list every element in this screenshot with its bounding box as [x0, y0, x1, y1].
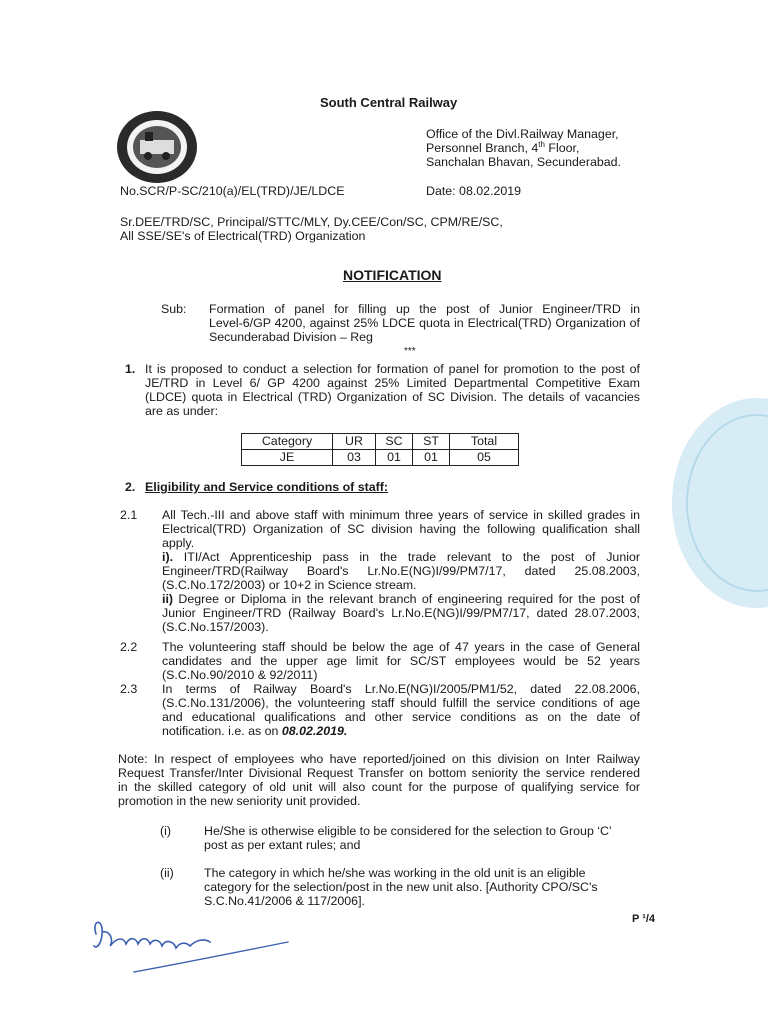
- item-2-1-number: 2.1: [120, 508, 138, 522]
- section-1-text: It is proposed to conduct a selection for formation of panel for promotion to the post of JE/TRD in Level 6/ GP 4200 against 25% Limited Departmental Competitive Exam (LDCE) quota in Electrical (TRD) Organization of SC Division. The details of vacancies are as under:: [145, 362, 640, 418]
- cutoff-date: 08.02.2019.: [281, 724, 348, 738]
- subject-text: Formation of panel for filling up the post of Junior Engineer/TRD in Level-6/GP 4200, against 25% LDCE quota in Electrical(TRD) Organization of Secunderabad Division – Reg: [209, 302, 640, 344]
- page-number: P ¹/4: [632, 913, 656, 925]
- official-seal-stamp: [672, 398, 768, 608]
- condition-ii-text: The category in which he/she was working in the old unit is an eligible category for the selection/post in the new unit also. [Authority CPO/SC's S.C.No.41/2006 & 117/2006].: [204, 866, 598, 908]
- item-2-2-number: 2.2: [120, 640, 138, 654]
- office-line-1: Office of the Divl.Railway Manager,: [426, 127, 619, 141]
- section-1-number: 1.: [125, 362, 136, 376]
- vacancy-table-header: Category UR SC ST Total: [242, 434, 519, 450]
- page-title: NOTIFICATION: [343, 267, 442, 283]
- subject-separator: ***: [404, 346, 416, 357]
- handwritten-signature: [88, 912, 308, 982]
- item-2-3-text: In terms of Railway Board's Lr.No.E(NG)I/2005/PM1/52, dated 22.08.2006, (S.C.No.131/2006), the volunteering staff should fulfill the service conditions of age and educational qualifications and other service conditions as on the date of notification. i.e. as on 08.02.2019.: [162, 682, 640, 738]
- qualification-ii: ii) Degree or Diploma in the relevant branch of engineering required for the post of: [162, 592, 640, 606]
- reference-number: No.SCR/P-SC/210(a)/EL(TRD)/JE/LDCE: [120, 184, 345, 198]
- condition-i-label: (i): [160, 824, 172, 838]
- section-2-number: 2.: [125, 480, 136, 494]
- organization-name: South Central Railway: [320, 95, 458, 110]
- railway-logo: [112, 108, 202, 186]
- condition-i-text: He/She is otherwise eligible to be considered for the selection to Group ‘C’ post as per extant rules; and: [204, 824, 612, 852]
- vacancy-table: [241, 433, 519, 466]
- addressees: Sr.DEE/TRD/SC, Principal/STTC/MLY, Dy.CEE/Con/SC, CPM/RE/SC, All SSE/SE's of Electrical(TRD) Organization: [120, 215, 503, 243]
- subject-label: Sub:: [161, 302, 187, 316]
- office-line-3: Sanchalan Bhavan, Secunderabad.: [426, 155, 621, 169]
- office-address: [426, 127, 621, 169]
- vacancy-table-row: JE 03 01 01 05: [242, 450, 519, 466]
- item-2-2-text: The volunteering staff should be below the age of 47 years in the case of General candidates and the upper age limit for SC/ST employees would be 52 years (S.C.No.90/2010 & 92/2011): [162, 640, 640, 682]
- notification-date: Date: 08.02.2019: [426, 184, 522, 198]
- office-line-2: Personnel Branch, 4th Floor,: [426, 139, 580, 155]
- item-2-3-number: 2.3: [120, 682, 138, 696]
- condition-ii-label: (ii): [160, 866, 174, 880]
- item-2-1-text: All Tech.-III and above staff with minimum three years of service in skilled grades in Electrical(TRD) Organization of SC division having the following qualification shall apply. i). ITI/Act Apprenticeship pass in the trade relevant to the post of Junior Engineer/TRD(Railway Board's Lr.No.E(NG)I/99/PM7/17, dated 25.08.2003, (S.C.No.172/2003) or 10+2 in Science stream. ii) Degree or Diploma in the relevant branch of engineering required for the post of Junior Engineer/TRD (Railway Board's Lr.No.E(NG)I/99/PM7/17, dated 28.07.2003, (S.C.No.157/2003).: [162, 508, 640, 634]
- note-paragraph: Note: In respect of employees who have reported/joined on this division on Inter Railway Request Transfer/Inter Divisional Request Transfer on bottom seniority the service rendered in the skilled category of old unit will also count for the purpose of qualifying service for promotion in the new seniority unit provided.: [118, 752, 640, 808]
- qualification-i: i). ITI/Act Apprenticeship pass in the trade relevant to the post of Junior: [162, 550, 640, 564]
- section-2-heading: Eligibility and Service conditions of staff:: [145, 480, 389, 494]
